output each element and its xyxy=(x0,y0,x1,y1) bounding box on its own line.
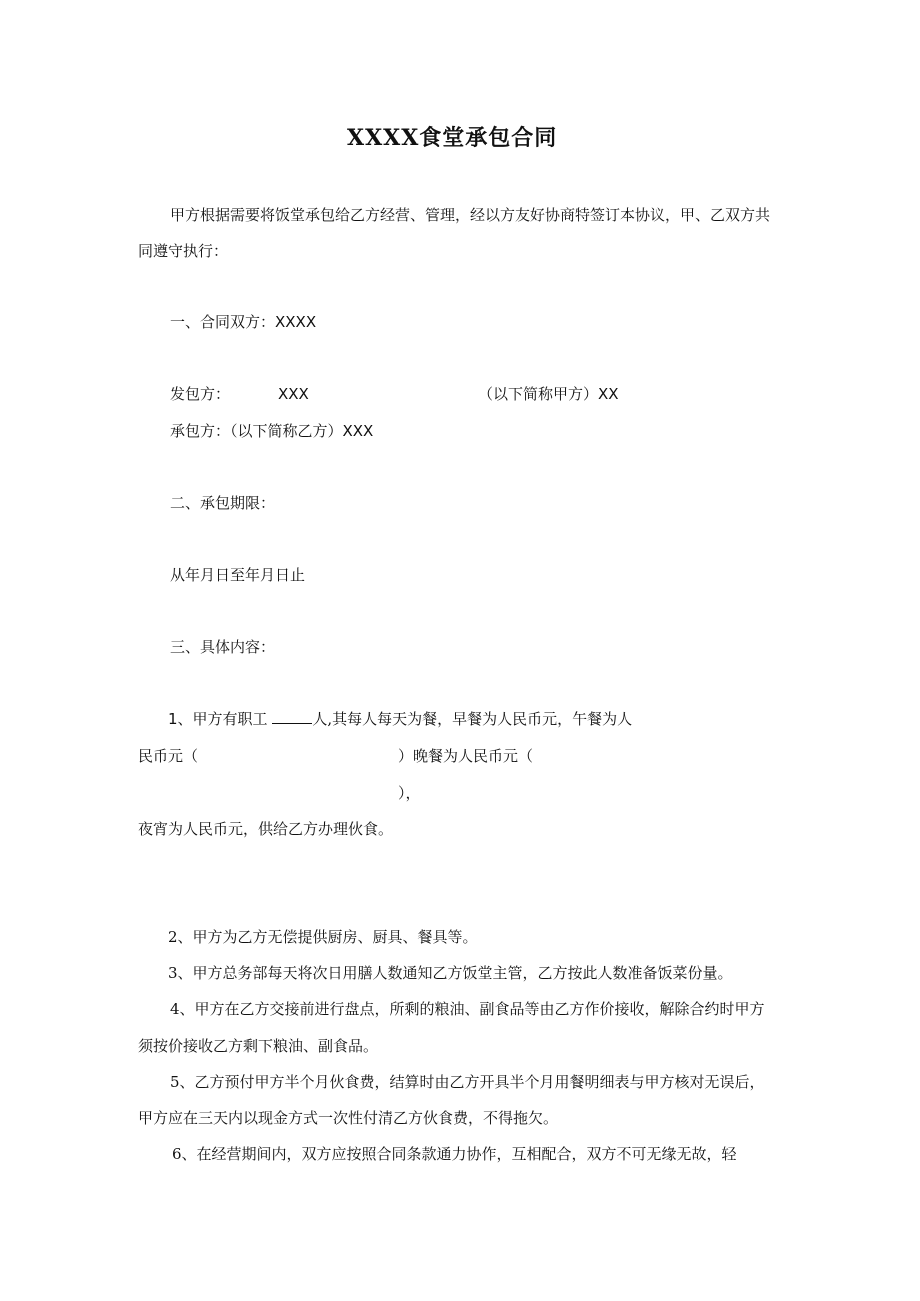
item1-text-d: ）晚餐为人民币元（ xyxy=(398,747,534,765)
item1-text-a: 1、甲方有职工 xyxy=(168,710,268,728)
item4-line-2: 须按价接收乙方剩下粮油、副食品。 xyxy=(138,1037,379,1055)
item1-text-f: 夜宵为人民币元，供给乙方办理伙食。 xyxy=(138,820,394,838)
staff-count-blank xyxy=(272,709,312,724)
item1-line-1 xyxy=(168,709,632,729)
document-title: XXXX食堂承包合同 xyxy=(347,125,558,151)
intro-line-1: 甲方根据需要将饭堂承包给乙方经营、管理，经以方友好协商特签订本协议，甲、乙双方共 xyxy=(170,206,771,224)
item5-line-1: 5、乙方预付甲方半个月伙食费，结算时由乙方开具半个月用餐明细表与甲方核对无误后， xyxy=(170,1073,765,1091)
period-line: 从年月日至年月日止 xyxy=(170,566,306,584)
item5-line-2: 甲方应在三天内以现金方式一次性付清乙方伙食费，不得拖欠。 xyxy=(138,1109,559,1127)
section1-heading: 一、合同双方：XXXX xyxy=(170,313,317,331)
item1-text-e: ）， xyxy=(398,784,421,802)
contractor-note: （以下简称甲方）XX xyxy=(478,385,619,403)
contractor-value: XXX xyxy=(278,385,309,403)
item6-line-1: 6、在经营期间内，双方应按照合同条款通力协作，互相配合，双方不可无缘无故，轻 xyxy=(172,1145,737,1163)
item1-text-c: 民币元（ xyxy=(138,747,199,765)
section3-heading: 三、具体内容： xyxy=(170,638,276,656)
section2-heading: 二、承包期限： xyxy=(170,494,276,512)
item3: 3、甲方总务部每天将次日用膳人数通知乙方饭堂主管，乙方按此人数准备饭菜份量。 xyxy=(168,964,733,982)
contractee-line: 承包方：（以下简称乙方）XXX xyxy=(170,422,374,440)
intro-line-2: 同遵守执行： xyxy=(138,242,229,260)
item1-text-b: 人,其每人每天为餐，早餐为人民币元，午餐为人 xyxy=(312,710,633,728)
contractor-label: 发包方： xyxy=(170,385,231,403)
item2: 2、甲方为乙方无偿提供厨房、厨具、餐具等。 xyxy=(168,928,478,946)
item4-line-1: 4、甲方在乙方交接前进行盘点，所剩的粮油、副食品等由乙方作价接收，解除合约时甲方 xyxy=(170,1000,765,1018)
